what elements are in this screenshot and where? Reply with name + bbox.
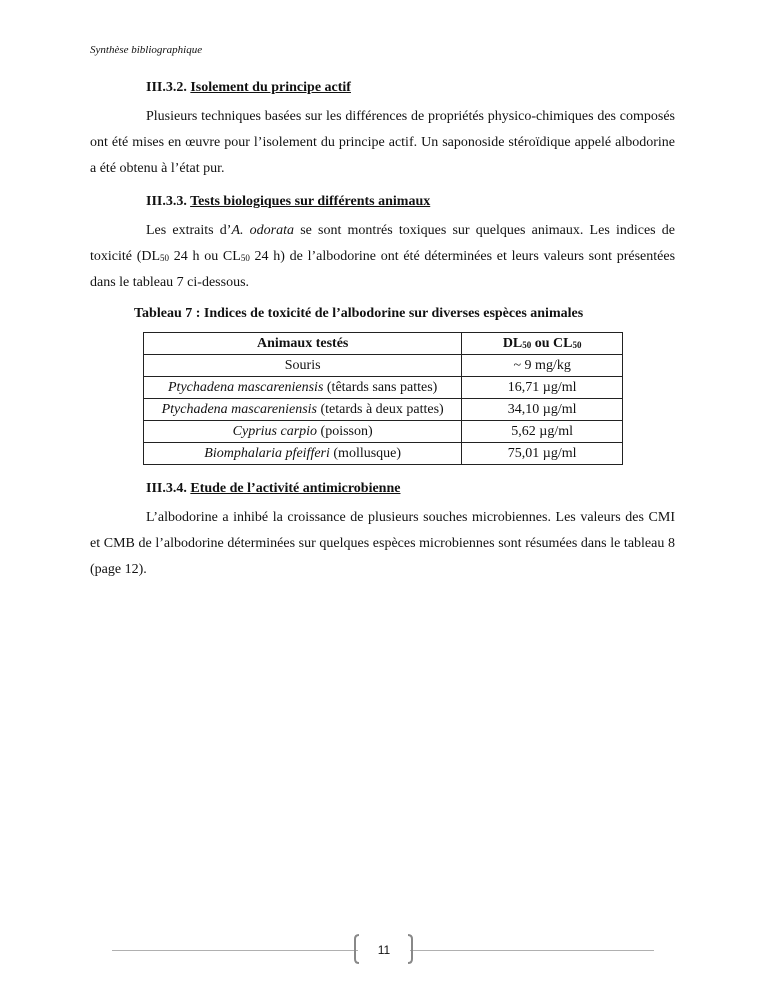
animal-cell	[144, 377, 462, 399]
text-run: Les extraits d’	[146, 223, 232, 238]
section-heading-3-3-2	[146, 78, 675, 98]
page-content	[90, 78, 675, 583]
header-text: ou CL	[531, 335, 573, 351]
animal-cell	[144, 355, 462, 377]
section-heading-3-3-3	[146, 192, 675, 212]
value-cell: ~ 9 mg/kg	[462, 355, 623, 377]
section-number: III.3.3.	[146, 194, 187, 209]
table-header-row	[144, 333, 623, 355]
table-caption: Tableau 7 : Indices de toxicité de l’albodorine sur diverses espèces animales	[134, 306, 584, 321]
section-title: Tests biologiques sur différents animaux	[190, 194, 431, 209]
subscript: 50	[240, 253, 250, 263]
table-row	[144, 355, 623, 377]
species-name: Ptychadena mascareniensis	[161, 401, 317, 417]
animal-cell	[144, 399, 462, 421]
running-header: Synthèse bibliographique	[90, 44, 203, 56]
species-name: Ptychadena mascareniensis	[168, 379, 324, 395]
paragraph-isolement: Plusieurs techniques basées sur les différences de propriétés physico-chimiques des composés ont été mises en œuvre pour l’isolement du principe actif. Un saponoside stéroïdique appelé albodorine a été obtenu à l’état pur.	[90, 109, 675, 176]
table-row	[144, 421, 623, 443]
value-cell: 16,71 µg/ml	[462, 377, 623, 399]
section-heading-3-3-4	[146, 479, 675, 499]
text-run: 24 h) de l’albodorine ont été déterminées et leurs valeurs sont présentées dans le tableau 7 ci-dessous.	[90, 249, 676, 290]
header-text: DL	[502, 335, 523, 351]
table-row	[144, 399, 623, 421]
section-number: III.3.4.	[146, 481, 187, 496]
footer-rule-left	[112, 950, 358, 951]
paragraph-tests-biologiques	[90, 218, 675, 296]
footer-rule-right	[410, 950, 654, 951]
value-cell: 5,62 µg/ml	[462, 421, 623, 443]
toxicity-table	[143, 332, 623, 465]
page-number: 11	[377, 943, 391, 957]
species-name: Cyprius carpio	[232, 423, 318, 439]
subscript: 50	[522, 339, 532, 350]
species-name: Biomphalaria pfeifferi	[204, 445, 330, 461]
species-note: (poisson)	[317, 423, 373, 439]
value-cell: 75,01 µg/ml	[462, 443, 623, 465]
species-name: Souris	[284, 357, 321, 373]
animal-cell	[144, 443, 462, 465]
species-note: (têtards sans pattes)	[323, 379, 438, 395]
species-name: A. odorata	[231, 223, 295, 238]
column-header-dl50	[462, 333, 623, 355]
text-run: 24 h ou CL	[169, 249, 241, 264]
table-row	[144, 377, 623, 399]
table-row	[144, 443, 623, 465]
section-title: Isolement du principe actif	[190, 80, 351, 95]
column-header-animals: Animaux testés	[144, 333, 462, 355]
subscript: 50	[160, 253, 170, 263]
species-note: (tetards à deux pattes)	[316, 401, 444, 417]
species-note: (mollusque)	[329, 445, 402, 461]
paragraph-antimicrobienne: L’albodorine a inhibé la croissance de plusieurs souches microbiennes. Les valeurs des CMI et CMB de l’albodorine déterminées sur quelques espèces microbiennes sont résumées dans le tableau 8 (page 12).	[90, 510, 675, 577]
value-cell: 34,10 µg/ml	[462, 399, 623, 421]
text-run: se sont montrés toxiques sur quelques animaux. Les indices de toxicité (DL	[90, 223, 675, 264]
section-title: Etude de l’activité antimicrobienne	[190, 481, 401, 496]
section-number: III.3.2.	[146, 80, 187, 95]
subscript: 50	[572, 339, 582, 350]
animal-cell	[144, 421, 462, 443]
